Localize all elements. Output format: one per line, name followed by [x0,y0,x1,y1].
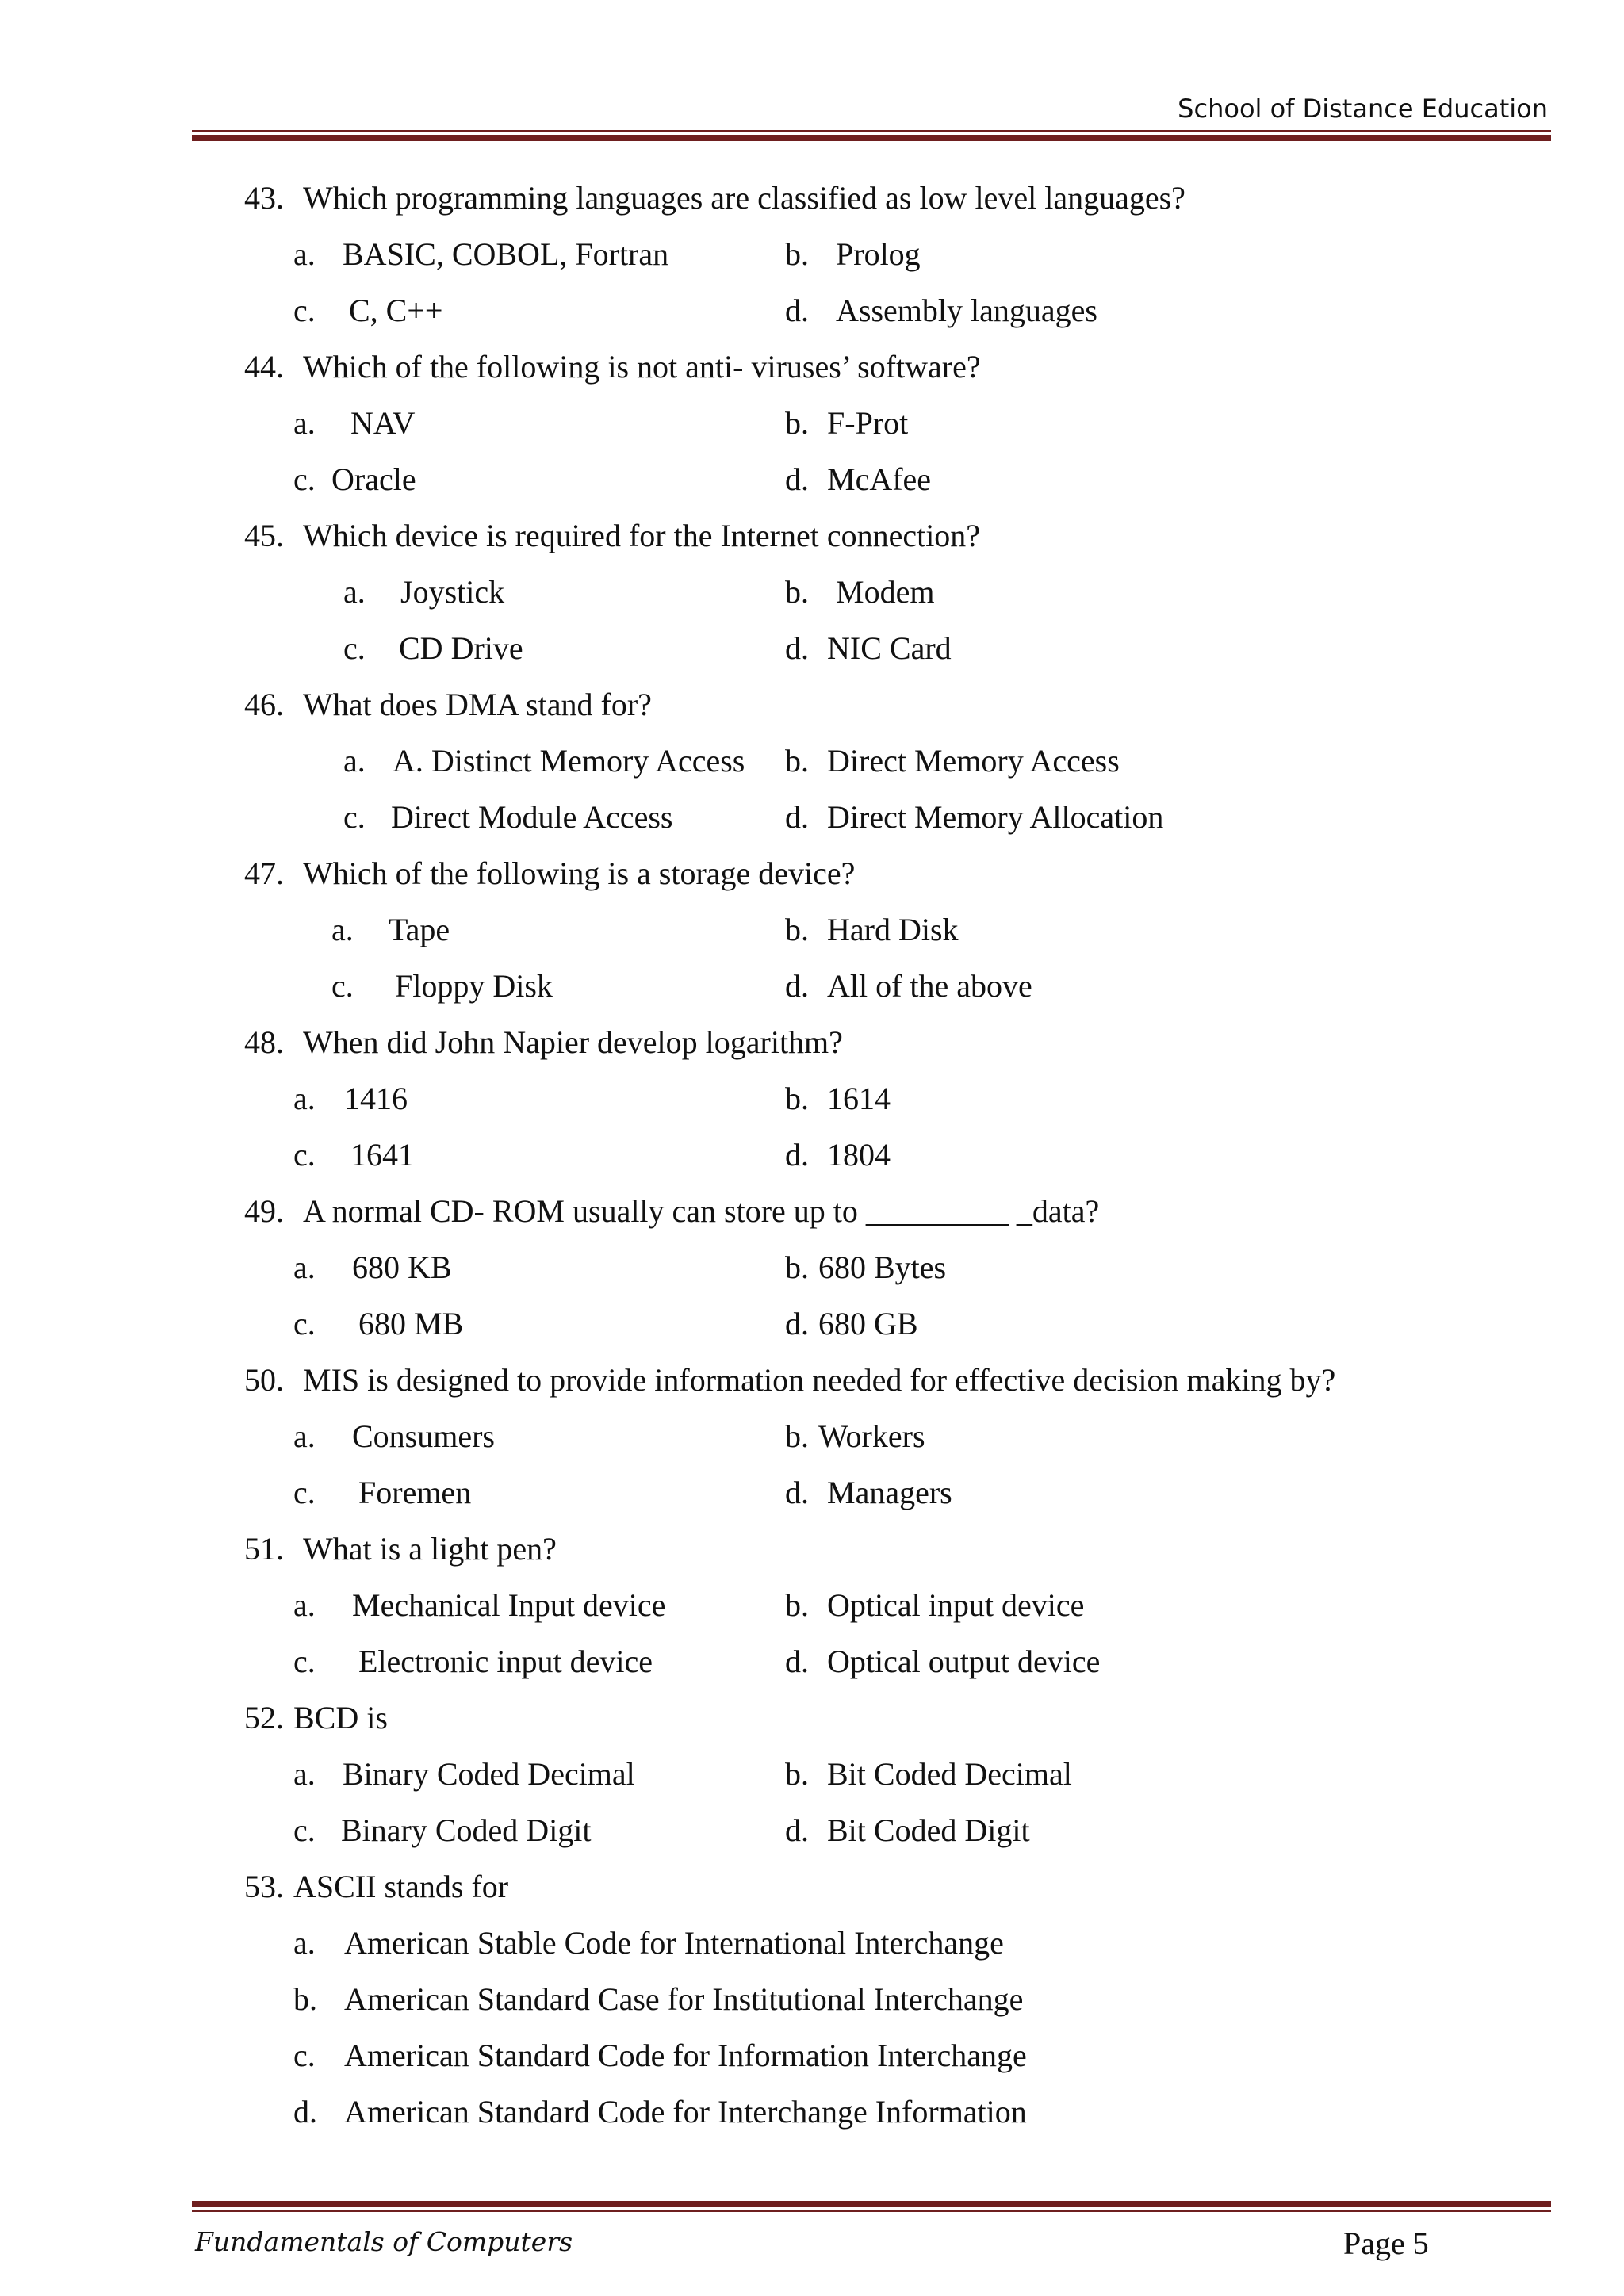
option-a: a. 680 KB [293,1249,452,1285]
option-c: c. American Standard Code for Information Interchange [293,2038,1027,2073]
question-number: 52. [244,1700,284,1735]
question-text: ASCII stands for [293,1869,509,1904]
option-b: b. American Standard Case for Institutional Interchange [293,1981,1024,2017]
question-51 [244,1530,557,1568]
option-a: a. 1416 [293,1081,408,1116]
question-number: 44. [244,349,284,385]
question-48 [244,1024,843,1062]
option-c: c. Floppy Disk [331,968,553,1004]
question-text: When did John Napier develop logarithm? [303,1024,843,1060]
footer-rule [192,2201,1551,2212]
question-number: 45. [244,518,284,553]
question-number: 47. [244,855,284,891]
option-d: d. McAfee [785,461,932,497]
option-a: a. Mechanical Input device [293,1587,666,1623]
running-header: School of Distance Education [1178,94,1548,124]
option-a: a. Tape [331,912,450,947]
option-d: d. Bit Coded Digit [785,1812,1030,1848]
question-52 [244,1699,388,1737]
option-d: d. Assembly languages [785,293,1097,328]
option-a: a. Joystick [343,574,505,610]
footer-book-title: Fundamentals of Computers [195,2226,573,2257]
option-c: c. Direct Module Access [343,799,673,835]
question-50 [244,1361,1335,1399]
question-text: MIS is designed to provide information needed for effective decision making by? [303,1362,1336,1398]
option-d: d. Optical output device [785,1644,1101,1679]
option-a: a. Consumers [293,1418,495,1454]
question-53 [244,1868,508,1906]
option-b: b. 680 Bytes [785,1249,947,1285]
option-d: d. American Standard Code for Interchange Information [293,2094,1027,2130]
question-number: 43. [244,180,284,216]
option-c: c. Foremen [293,1475,472,1510]
question-number: 51. [244,1531,284,1567]
option-d: d. 680 GB [785,1306,918,1341]
option-d: d. 1804 [785,1137,891,1173]
option-a: a. NAV [293,405,416,441]
option-b: b. Direct Memory Access [785,743,1120,779]
question-text: What does DMA stand for? [303,687,652,722]
option-b: b. Modem [785,574,935,610]
question-text: Which of the following is a storage device? [303,855,856,891]
option-d: d. Direct Memory Allocation [785,799,1164,835]
question-43 [244,179,1185,217]
option-c: c. CD Drive [343,630,523,666]
option-b: b. Optical input device [785,1587,1085,1623]
question-44 [244,348,981,386]
option-a: a. BASIC, COBOL, Fortran [293,236,669,272]
question-text: What is a light pen? [303,1531,557,1567]
option-c: c. Oracle [293,461,416,497]
option-b: b. F-Prot [785,405,909,441]
question-47 [244,855,855,893]
option-d: d. Managers [785,1475,952,1510]
option-c: c. C, C++ [293,293,443,328]
question-number: 46. [244,687,284,722]
header-rule [192,130,1551,141]
question-text: BCD is [293,1700,388,1735]
question-text: Which programming languages are classified as low level languages? [303,180,1185,216]
question-text: Which of the following is not anti- viruses’ software? [303,349,981,385]
option-d: d. NIC Card [785,630,952,666]
option-a: a. A. Distinct Memory Access [343,743,745,779]
question-49 [244,1192,1099,1230]
question-text: A normal CD- ROM usually can store up to _________ _data? [303,1193,1100,1229]
option-c: c. 680 MB [293,1306,464,1341]
option-b: b. 1614 [785,1081,891,1116]
question-45 [244,517,980,555]
question-number: 48. [244,1024,284,1060]
question-number: 50. [244,1362,284,1398]
question-46 [244,686,652,724]
option-a: a. Binary Coded Decimal [293,1756,635,1792]
option-b: b. Bit Coded Decimal [785,1756,1072,1792]
option-b: b. Workers [785,1418,925,1454]
question-text: Which device is required for the Internet connection? [303,518,981,553]
question-number: 49. [244,1193,284,1229]
option-d: d. All of the above [785,968,1032,1004]
option-c: c. Binary Coded Digit [293,1812,592,1848]
option-b: b. Prolog [785,236,921,272]
option-c: c. 1641 [293,1137,414,1173]
option-a: a. American Stable Code for International Interchange [293,1925,1004,1961]
option-b: b. Hard Disk [785,912,959,947]
page-number: Page 5 [1343,2225,1429,2261]
question-number: 53. [244,1869,284,1904]
option-c: c. Electronic input device [293,1644,653,1679]
